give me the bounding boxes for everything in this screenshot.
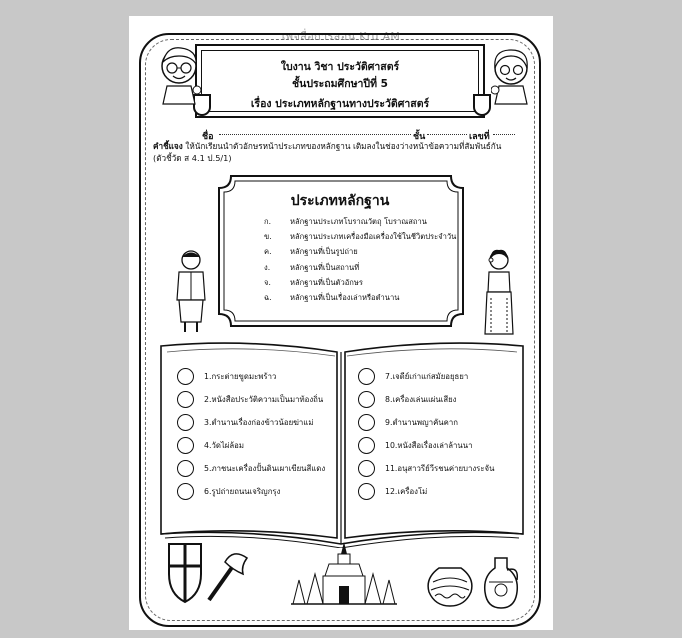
question-item — [177, 368, 276, 385]
types-panel-title: ประเภทหลักฐาน — [290, 193, 390, 209]
question-item — [358, 460, 494, 477]
question-text: 10.หนังสือเรื่องเล่าล้านนา — [385, 440, 473, 450]
answer-circle[interactable] — [177, 391, 194, 408]
question-item — [358, 437, 472, 454]
type-key: ง. — [264, 262, 271, 272]
question-item — [358, 414, 458, 431]
watermark: เพจสื่อการสอน Kru AM — [281, 30, 401, 43]
question-text: 9.ตำนานพญาคันคาก — [385, 417, 458, 427]
answer-circle[interactable] — [358, 483, 375, 500]
temple-icon — [289, 540, 399, 606]
instructions — [153, 140, 529, 164]
worksheet-title: ใบงาน วิชา ประวัติศาสตร์ — [280, 61, 400, 73]
type-label: หลักฐานประเภทโบราณวัตถุ โบราณสถาน — [290, 217, 427, 226]
answer-circle[interactable] — [177, 437, 194, 454]
type-key: ข. — [264, 232, 272, 242]
number-field[interactable] — [493, 134, 515, 135]
types-list — [264, 214, 456, 305]
instructions-text: ให้นักเรียนนำตัวอักษรหน้าประเภทของหลักฐาน เติมลงในช่องว่างหน้าข้อความที่สัมพันธ์กัน — [185, 141, 502, 151]
types-panel — [220, 178, 460, 324]
name-field[interactable] — [219, 134, 411, 135]
type-item — [264, 244, 456, 259]
ancient-pot-icon — [425, 564, 475, 608]
question-item — [358, 368, 468, 385]
indicator: (ตัวชี้วัด ส 4.1 ป.5/1) — [153, 153, 232, 163]
type-label: หลักฐานที่เป็นสถานที่ — [290, 262, 360, 272]
shield-icon — [167, 540, 203, 604]
type-key: ค. — [264, 247, 272, 257]
type-item — [264, 290, 456, 305]
question-text: 4.วัดไผ่ล้อม — [204, 440, 244, 450]
question-item — [358, 391, 457, 408]
worksheet-page — [129, 16, 553, 630]
question-text: 11.อนุสาวรีย์วีรชนค่ายบางระจัน — [385, 463, 495, 473]
type-label: หลักฐานที่เป็นตัวอักษร — [290, 277, 363, 287]
type-item — [264, 260, 456, 275]
grade-level: ชั้นประถมศึกษาปีที่ 5 — [292, 78, 388, 90]
question-item — [177, 437, 244, 454]
question-item — [358, 483, 427, 500]
thai-man-traditional-icon — [173, 248, 209, 334]
question-text: 6.รูปถ่ายถนนเจริญกรุง — [204, 486, 281, 496]
type-item — [264, 214, 456, 229]
answer-circle[interactable] — [177, 414, 194, 431]
type-key: ก. — [264, 217, 272, 226]
type-label: หลักฐานประเภทเครื่องมือเครื่องใช้ในชีวิตประจำวัน — [290, 232, 457, 242]
question-item — [177, 414, 313, 431]
type-label: หลักฐานที่เป็นเรื่องเล่าหรือตำนาน — [290, 293, 400, 303]
instructions-label: คำชี้แจง — [153, 141, 183, 151]
question-item — [177, 391, 323, 408]
question-text: 1.กระต่ายขูดมะพร้าว — [204, 371, 277, 381]
question-text: 12.เครื่องโม่ — [385, 486, 428, 496]
answer-circle[interactable] — [177, 368, 194, 385]
question-item — [177, 460, 325, 477]
question-text: 3.ตำนานเรื่องก่องข้าวน้อยฆ่าแม่ — [204, 417, 314, 427]
type-item — [264, 275, 456, 290]
question-text: 2.หนังสือประวัติความเป็นมาท้องถิ่น — [204, 394, 324, 404]
question-text: 8.เครื่องเล่นแผ่นเสียง — [385, 394, 457, 404]
question-item — [177, 483, 280, 500]
answer-circle[interactable] — [177, 460, 194, 477]
question-text: 7.เจดีย์เก่าแก่สมัยอยุธยา — [385, 371, 469, 381]
answer-circle[interactable] — [358, 368, 375, 385]
worksheet-topic: เรื่อง ประเภทหลักฐานทางประวัติศาสตร์ — [250, 98, 430, 110]
answer-circle[interactable] — [358, 391, 375, 408]
answer-circle[interactable] — [177, 483, 194, 500]
answer-circle[interactable] — [358, 437, 375, 454]
grade-label: ชั้น — [413, 132, 426, 142]
axe-icon — [203, 548, 249, 604]
answer-circle[interactable] — [358, 414, 375, 431]
type-key: ฉ. — [264, 293, 272, 303]
number-label: เลขที่ — [469, 132, 490, 142]
type-key: จ. — [264, 277, 271, 287]
header-banner — [195, 44, 485, 118]
boy-cartoon-icon — [157, 44, 203, 106]
grade-field[interactable] — [427, 134, 467, 135]
type-label: หลักฐานที่เป็นรูปถ่าย — [290, 247, 358, 257]
thai-woman-traditional-icon — [481, 248, 517, 338]
question-text: 5.ภาชนะเครื่องปั้นดินเผาเขียนสีแดง — [204, 463, 326, 473]
name-label: ชื่อ — [202, 132, 214, 142]
answer-circle[interactable] — [358, 460, 375, 477]
type-item — [264, 229, 456, 244]
girl-cartoon-icon — [491, 46, 535, 106]
banner-curl-right — [473, 94, 491, 116]
ancient-vase-icon — [481, 556, 521, 610]
